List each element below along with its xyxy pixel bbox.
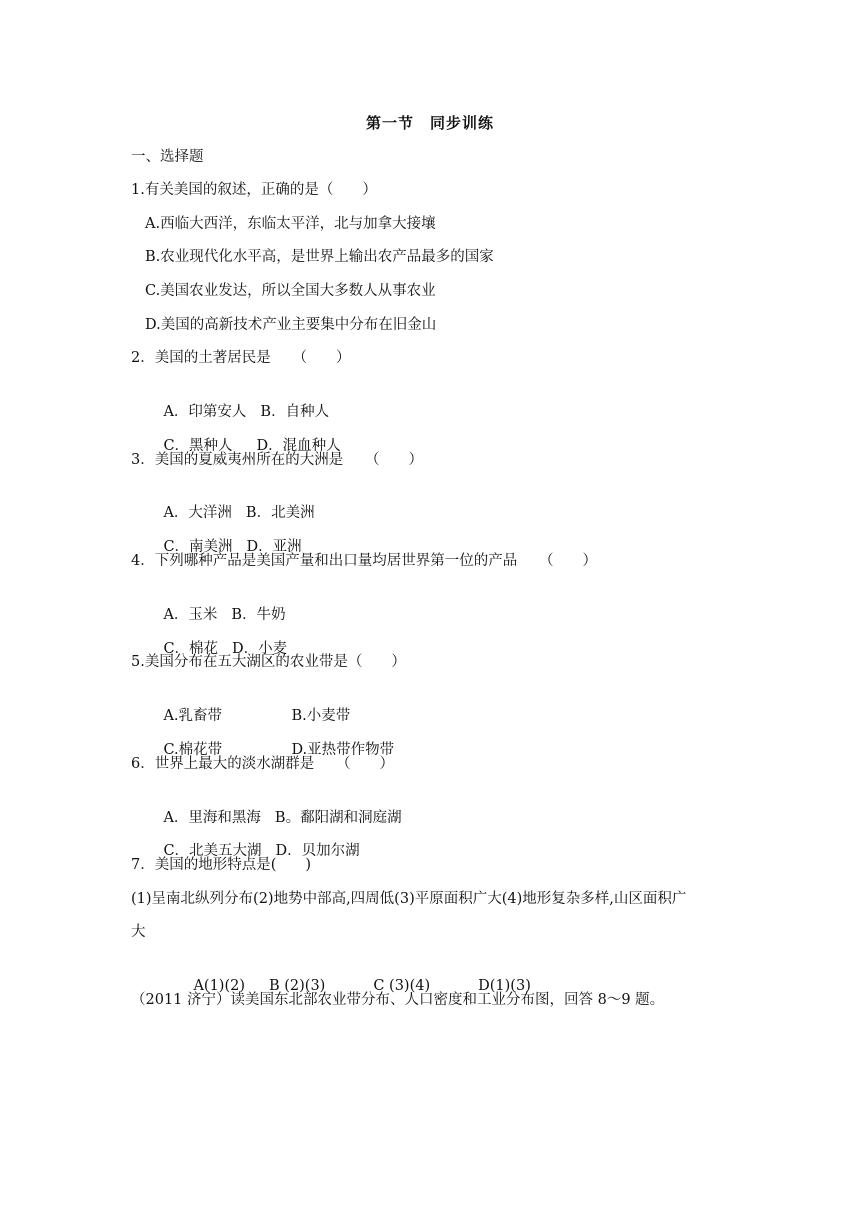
question-4-stem: 4．下列哪种产品是美国产量和出口量均居世界第一位的产品 （ ） xyxy=(131,553,597,569)
question-2-option-c: C．黑种人 xyxy=(163,438,233,454)
question-6-stem: 6．世界上最大的淡水湖群是 （ ） xyxy=(131,756,394,772)
question-3-stem: 3．美国的夏威夷州所在的大洲是 （ ） xyxy=(131,452,423,468)
question-1-option-a: A.西临大西洋，东临太平洋，北与加拿大接壤 xyxy=(145,216,436,232)
question-7-stem: 7．美国的地形特点是( ) xyxy=(131,857,312,873)
question-7-statement-line-1: (1)呈南北纵列分布(2)地势中部高,四周低(3)平原面积广大(4)地形复杂多样,山区面积广 xyxy=(131,891,687,907)
question-7-option-b: B (2)(3) xyxy=(269,978,326,994)
question-1-option-b: B.农业现代化水平高，是世界上输出农产品最多的国家 xyxy=(145,249,494,265)
question-3-option-d: D．亚洲 xyxy=(246,539,302,555)
question-5-option-a: A.乳畜带 xyxy=(163,708,223,724)
question-5-stem: 5.美国分布在五大湖区的农业带是（ ） xyxy=(131,654,406,670)
question-7-statement-line-2: 大 xyxy=(131,924,146,940)
question-3-option-a: A．大洋洲 xyxy=(163,505,232,521)
question-6-option-a: A．里海和黑海 xyxy=(163,810,261,826)
question-5-option-c: C.棉花带 xyxy=(163,742,223,758)
question-4-option-a: A．玉米 xyxy=(163,607,218,623)
question-4-option-b: B．牛奶 xyxy=(231,607,286,623)
question-5-option-b: B.小麦带 xyxy=(291,708,351,724)
question-1-option-c: C.美国农业发达，所以全国大多数人从事农业 xyxy=(145,283,436,299)
question-7-option-d: D(1)(3) xyxy=(478,978,531,994)
question-7-option-a: A(1)(2) xyxy=(193,978,245,994)
question-6-option-c: C．北美五大湖 xyxy=(163,843,262,859)
question-7-option-c: C (3)(4) xyxy=(373,978,431,994)
question-3-option-b: B．北美洲 xyxy=(245,505,315,521)
question-2-option-d: D．混血种人 xyxy=(256,438,341,454)
question-4-option-d: D．小麦 xyxy=(232,641,288,657)
question-2-option-a: A．印第安人 xyxy=(163,404,247,420)
question-1-option-d: D.美国的高新技术产业主要集中分布在旧金山 xyxy=(145,317,437,333)
question-6-option-d: D．贝加尔湖 xyxy=(275,843,360,859)
page-title: 第一节 同步训练 xyxy=(365,114,494,132)
question-1-stem: 1.有关美国的叙述，正确的是（ ） xyxy=(131,182,377,198)
question-2-stem: 2．美国的土著居民是 （ ） xyxy=(131,350,351,366)
question-6-option-b: B。鄱阳湖和洞庭湖 xyxy=(274,810,402,826)
section-heading: 一、选择题 xyxy=(131,149,204,165)
question-4-option-c: C．棉花 xyxy=(163,641,219,657)
question-2-option-b: B．自种人 xyxy=(260,404,330,420)
question-5-option-d: D.亚热带作物带 xyxy=(291,742,395,758)
questions-8-9-intro: （2011 济宁）读美国东北部农业带分布、人口密度和工业分布图，回答 8～9 题。 xyxy=(131,992,665,1008)
question-3-option-c: C．南美洲 xyxy=(163,539,233,555)
